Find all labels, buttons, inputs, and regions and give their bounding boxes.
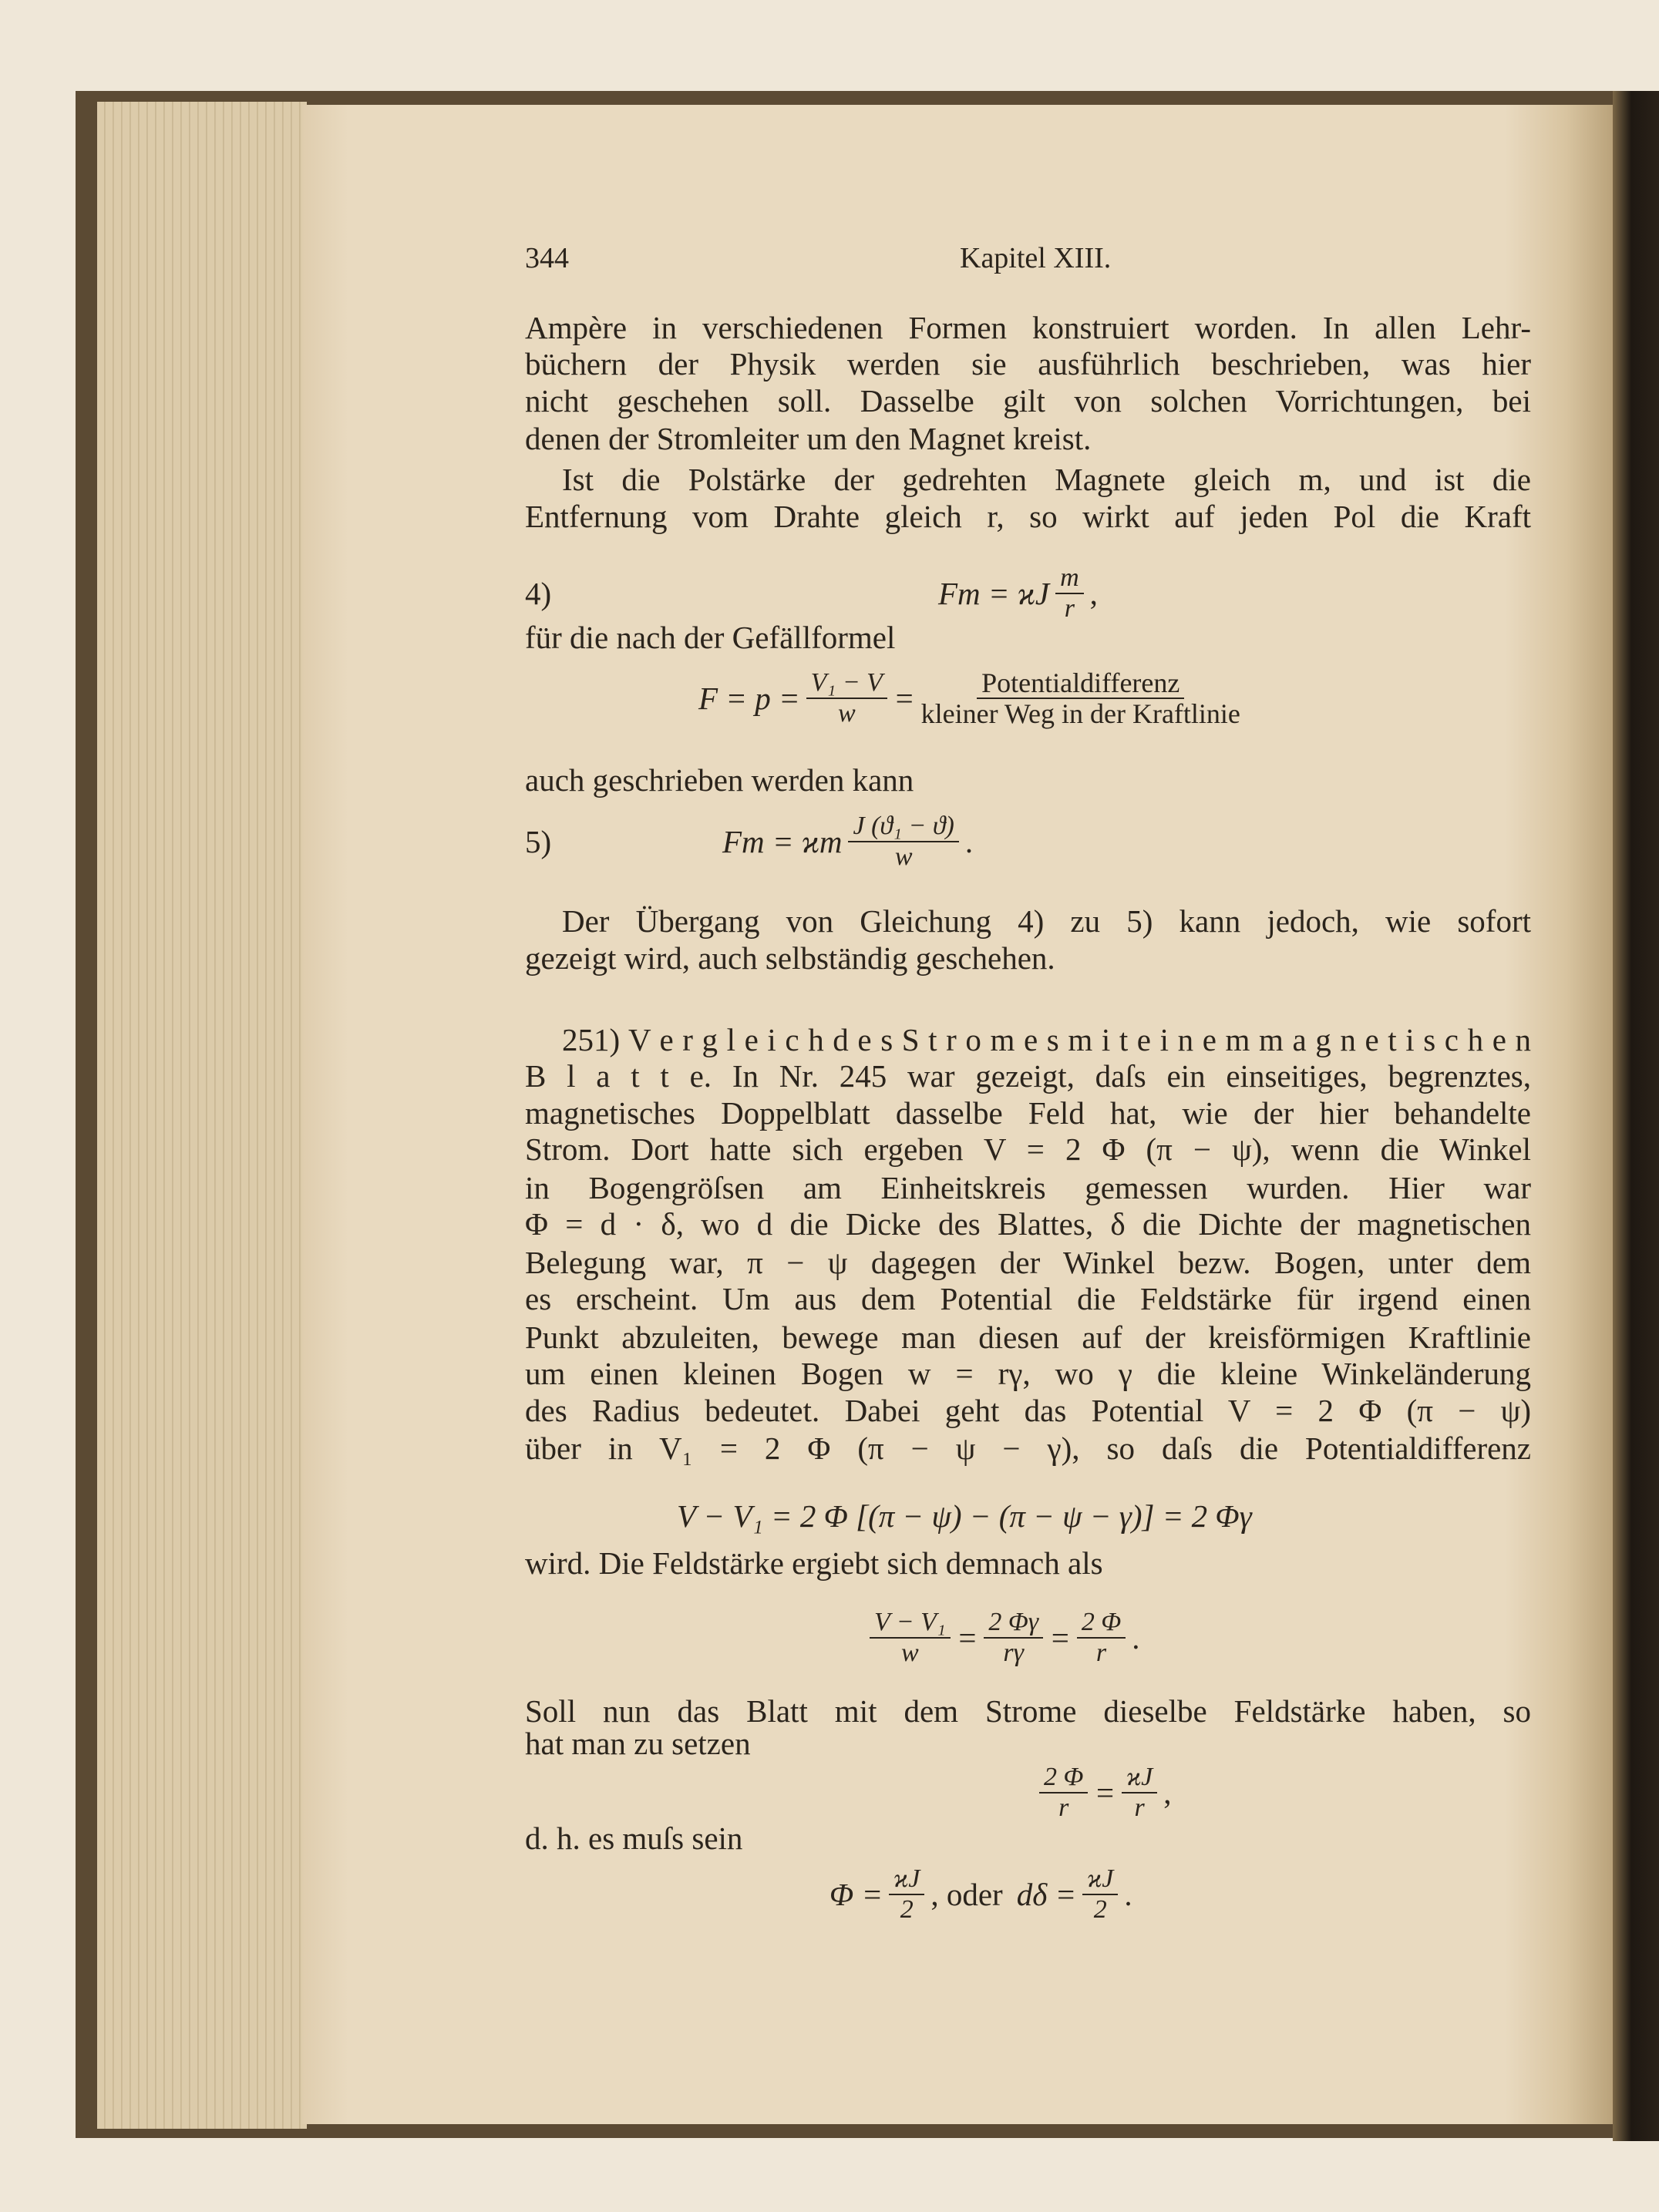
text-line: Soll nun das Blatt mit dem Strome dieselbe Feldstärke haben, so [525, 1693, 1531, 1729]
equation-5 [525, 809, 1531, 874]
numerator: ϰJ [1082, 1864, 1118, 1895]
numerator: 2 Φγ [984, 1608, 1043, 1639]
text-line: des Radius bedeutet. Dabei geht das Potential V = 2 Φ (π − ψ) [525, 1393, 1531, 1428]
punctuation: . [964, 824, 974, 859]
page-number: 344 [525, 242, 569, 274]
text-line: Strom. Dort hatte sich ergeben V = 2 Φ (π − ψ), wenn die Winkel [525, 1131, 1531, 1167]
fraction [921, 668, 1240, 728]
equals: = [893, 681, 915, 716]
denominator: kleiner Weg in der Kraftlinie [920, 698, 1240, 729]
punctuation: . [1124, 1877, 1132, 1912]
text-line: auch geschrieben werden kann [525, 762, 914, 798]
text-line: d. h. es muſs sein [525, 1820, 743, 1856]
book-gutter [1613, 91, 1659, 2141]
text-line: Ist die Polstärke der gedrehten Magnete gleich m, und ist die [562, 462, 1531, 497]
punctuation: . [1132, 1620, 1140, 1656]
text-line: büchern der Physik werden sie ausführlich beschrieben, was hier [525, 346, 1531, 382]
equation-final [830, 1862, 1132, 1927]
equation-potential-difference: V − V₁ = 2 Φ [(π − ψ) − (π − ψ − γ)] = 2 Φγ [677, 1498, 1252, 1534]
numerator: m [1055, 563, 1084, 594]
denominator: r [1058, 1793, 1069, 1822]
text-line: B l a t t e. In Nr. 245 war gezeigt, daſs ein einseitiges, begrenztes, [525, 1058, 1531, 1094]
fraction [806, 668, 887, 728]
fraction [848, 812, 958, 872]
text-line: Punkt abzuleiten, bewege man diesen auf der kreisförmigen Kraftlinie [525, 1319, 1531, 1355]
denominator: w [894, 842, 913, 871]
equation-lhs: F = p = [698, 681, 800, 716]
equation-field-strength [863, 1605, 1139, 1670]
fraction [1077, 1608, 1126, 1668]
equation-lhs: Fm = ϰm [722, 824, 843, 859]
numerator: V − V₁ [870, 1608, 951, 1639]
equation-label: 5) [525, 824, 552, 859]
fraction [1122, 1763, 1157, 1823]
running-title: Kapitel XIII. [960, 242, 1112, 274]
text-line: magnetisches Doppelblatt dasselbe Feld hat, wie der hier behandelte [525, 1095, 1531, 1131]
conjunction: , oder [930, 1877, 1003, 1912]
punctuation: , [1163, 1775, 1172, 1810]
denominator: w [901, 1639, 919, 1667]
text-line: über in V₁ = 2 Φ (π − ψ − γ), so daſs die Potentialdifferenz [525, 1430, 1531, 1466]
numerator: 2 Φ [1077, 1608, 1126, 1639]
text-line: Entfernung vom Drahte gleich r, so wirkt auf jeden Pol die Kraft [525, 499, 1531, 534]
equation-lhs: Φ = [830, 1877, 883, 1912]
denominator: r [1095, 1639, 1107, 1667]
text-line: gezeigt wird, auch selbständig geschehen. [525, 940, 1055, 976]
text-line: nicht geschehen soll. Dasselbe gilt von solchen Vorrichtungen, bei [525, 383, 1531, 419]
page-fore-edge [97, 102, 307, 2129]
denominator: r [1134, 1793, 1145, 1822]
fraction [1039, 1763, 1088, 1823]
fraction [889, 1864, 924, 1925]
section-heading-line: 251) V e r g l e i c h d e s S t r o m e s m i t e i n e m m a g n e t i s c h e n [562, 1022, 1531, 1057]
text-line: in Bogengröſsen am Einheitskreis gemessen wurden. Hier war [525, 1170, 1531, 1205]
numerator: 2 Φ [1039, 1763, 1088, 1793]
text-line: Φ = d · δ, wo d die Dicke des Blattes, δ die Dichte der magnetischen [525, 1206, 1531, 1242]
denominator: r [1064, 594, 1075, 623]
equals: = [1094, 1775, 1116, 1810]
denominator: w [837, 699, 856, 728]
equals: = [1049, 1620, 1071, 1656]
equation-lhs: Fm = ϰJ [938, 576, 1050, 611]
equation-4 [525, 563, 1531, 623]
numerator: ϰJ [1122, 1763, 1157, 1793]
text-line: denen der Stromleiter um den Magnet kreist. [525, 421, 1092, 456]
text-line: Ampère in verschiedenen Formen konstruiert worden. In allen Lehr- [525, 310, 1531, 345]
fraction [1082, 1864, 1118, 1925]
fraction [984, 1608, 1043, 1668]
denominator: rγ [1003, 1639, 1025, 1667]
punctuation: , [1089, 576, 1098, 611]
equation-label: 4) [525, 576, 552, 611]
equation-lhs: dδ = [1016, 1877, 1077, 1912]
text-line: für die nach der Gefällformel [525, 620, 896, 655]
equals: = [956, 1620, 978, 1656]
text-line: hat man zu setzen [525, 1726, 751, 1761]
denominator: 2 [900, 1895, 914, 1924]
numerator: V₁ − V [806, 668, 887, 699]
numerator: ϰJ [889, 1864, 924, 1895]
denominator: 2 [1093, 1895, 1107, 1924]
text-line: es erscheint. Um aus dem Potential die Feldstärke für irgend einen [525, 1281, 1531, 1316]
text-line: wird. Die Feldstärke ergiebt sich demnach als [525, 1545, 1103, 1581]
text-line: Der Übergang von Gleichung 4) zu 5) kann jedoch, wie sofort [562, 903, 1531, 939]
numerator: Potentialdifferenz [977, 668, 1184, 699]
equation-set [1033, 1760, 1172, 1825]
fraction [870, 1608, 951, 1668]
equation-gefaellformel [698, 667, 1247, 729]
fraction [1055, 563, 1084, 624]
text-line: Belegung war, π − ψ dagegen der Winkel bezw. Bogen, unter dem [525, 1245, 1531, 1280]
numerator: J (ϑ₁ − ϑ) [848, 812, 958, 842]
text-line: um einen kleinen Bogen w = rγ, wo γ die kleine Winkeländerung [525, 1356, 1531, 1391]
